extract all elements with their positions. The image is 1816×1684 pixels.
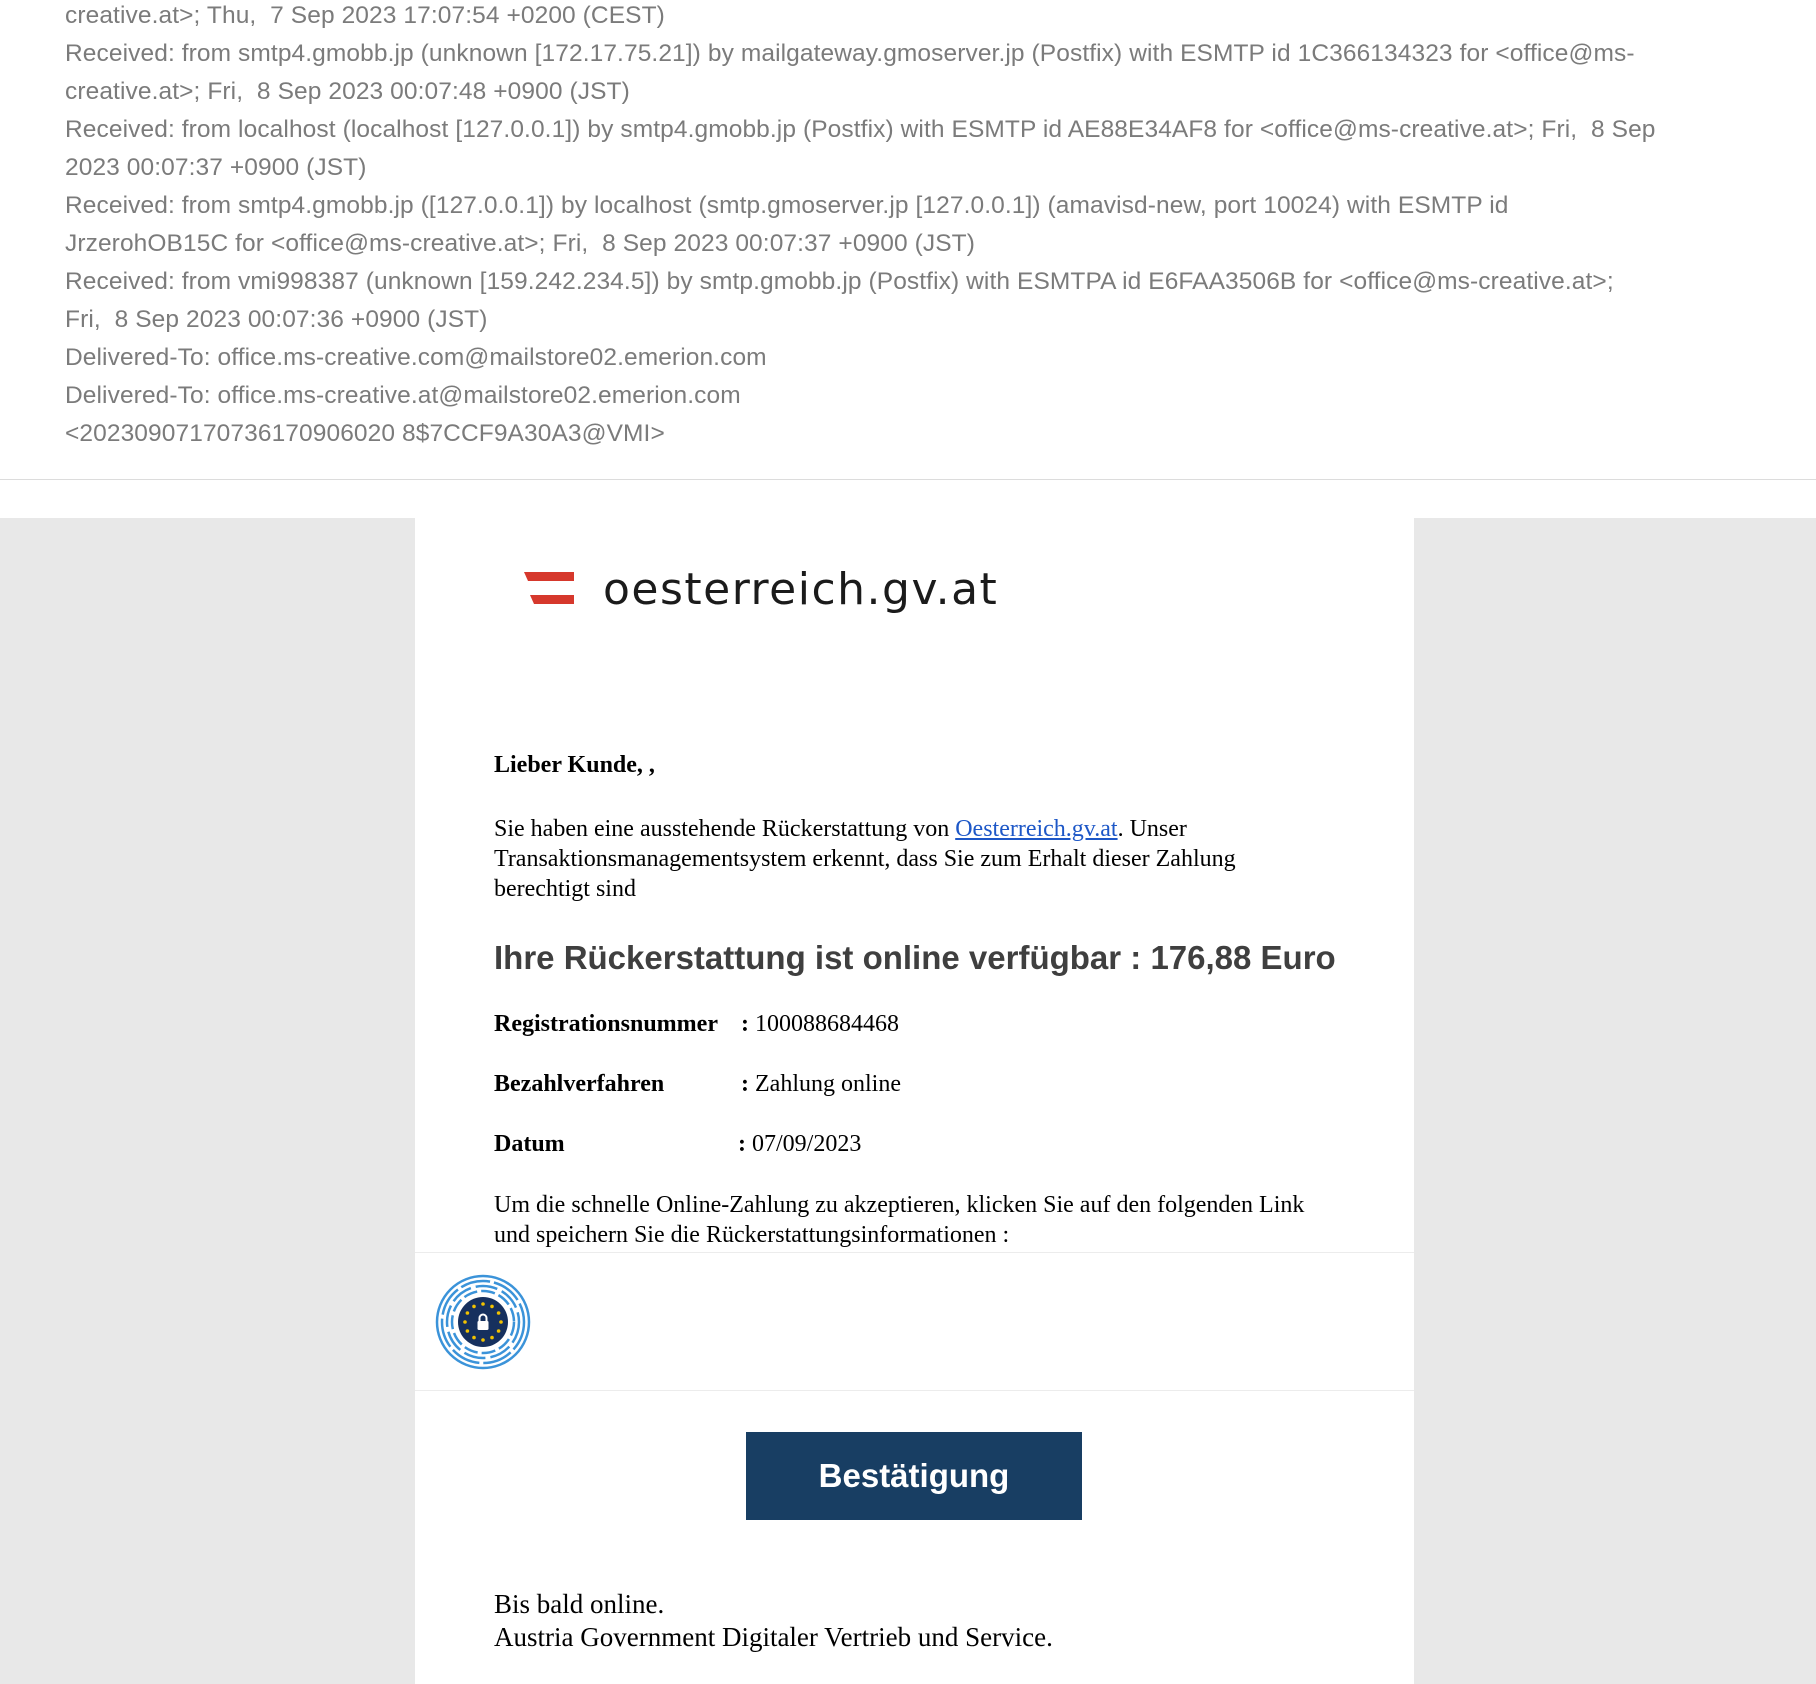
signoff-sender: Austria Government Digitaler Vertrieb und Service. [494,1622,1053,1652]
brand-logo [524,560,1004,630]
header-line: creative.at>; Thu, 7 Sep 2023 17:07:54 +0200 (CEST) [65,2,665,29]
header-line: Received: from smtp4.gmobb.jp (unknown [172.17.75.21]) by mailgateway.gmoserver.jp (Postfix) with ESMTP id 1C366134323 for <office@ms- [65,40,1635,67]
austria-flag-icon [524,572,574,606]
header-lines [65,0,1765,453]
signoff-line: Bis bald online. [494,1589,665,1619]
refund-headline: Ihre Rückerstattung ist online verfügbar : 176,88 Euro [494,939,1336,976]
header-line: Fri, 8 Sep 2023 00:07:36 +0900 (JST) [65,306,488,333]
detail-value-text: 100088684468 [755,1011,899,1037]
detail-value-text: Zahlung online [755,1071,901,1097]
header-line: Received: from localhost (localhost [127.0.0.1]) by smtp4.gmobb.jp (Postfix) with ESMTP id AE88E34AF8 for <office@ms-creative.at>; Fri, 8 Sep [65,116,1656,143]
eu-security-seal-icon [435,1274,531,1370]
intro-text: Sie haben eine ausstehende Rückerstattung von [494,816,956,842]
greeting: Lieber Kunde, , [494,752,655,778]
detail-label: Datum [494,1131,565,1157]
detail-label: Bezahlverfahren [494,1071,665,1097]
detail-value [738,1131,861,1158]
detail-separator: : [741,1071,749,1097]
header-line: Delivered-To: office.ms-creative.at@mailstore02.emerion.com [65,382,741,409]
detail-row-date [494,1131,1194,1163]
header-line: 2023 00:07:37 +0900 (JST) [65,154,367,181]
oesterreich-link[interactable]: Oesterreich.gv.at [955,816,1118,842]
instructions-paragraph: Um die schnelle Online-Zahlung zu akzeptieren, klicken Sie auf den folgenden Link und speichern Sie die Rückerstattungsinformationen : [494,1192,1305,1248]
intro-paragraph [494,814,1324,904]
header-line: JrzerohOB15C for <office@ms-creative.at>; Fri, 8 Sep 2023 00:07:37 +0900 (JST) [65,230,975,257]
detail-value [741,1071,901,1098]
detail-value [741,1011,899,1038]
detail-row-registration [494,1011,1194,1043]
security-seal-strip [415,1252,1414,1391]
header-line: Delivered-To: office.ms-creative.com@mailstore02.emerion.com [65,344,767,371]
message-id-line: <20230907170736170906020 8$7CCF9A30A3@VMI> [65,420,665,447]
detail-separator: : [741,1011,749,1037]
detail-label: Registrationsnummer [494,1011,718,1037]
intro-text-continued: . Unser Transaktionsmanagementsystem erkennt, dass Sie zum Erhalt dieser Zahlung berechtigt sind [494,816,1236,902]
raw-email-headers [0,0,1816,480]
header-line: Received: from vmi998387 (unknown [159.242.234.5]) by smtp.gmobb.jp (Postfix) with ESMTPA id E6FAA3506B for <office@ms-creative.at>; [65,268,1614,295]
header-line: Received: from smtp4.gmobb.jp ([127.0.0.1]) by localhost (smtp.gmoserver.jp [127.0.0.1]) (amavisd-new, port 10024) with ESMTP id [65,192,1509,219]
signoff [494,1588,1374,1654]
detail-row-payment-method [494,1071,1194,1103]
confirm-button[interactable]: Bestätigung [746,1432,1082,1520]
detail-separator: : [738,1131,746,1157]
header-line: creative.at>; Fri, 8 Sep 2023 00:07:48 +0900 (JST) [65,78,630,105]
brand-logo-text: oesterreich.gv.at [603,564,999,615]
detail-value-text: 07/09/2023 [752,1131,862,1157]
